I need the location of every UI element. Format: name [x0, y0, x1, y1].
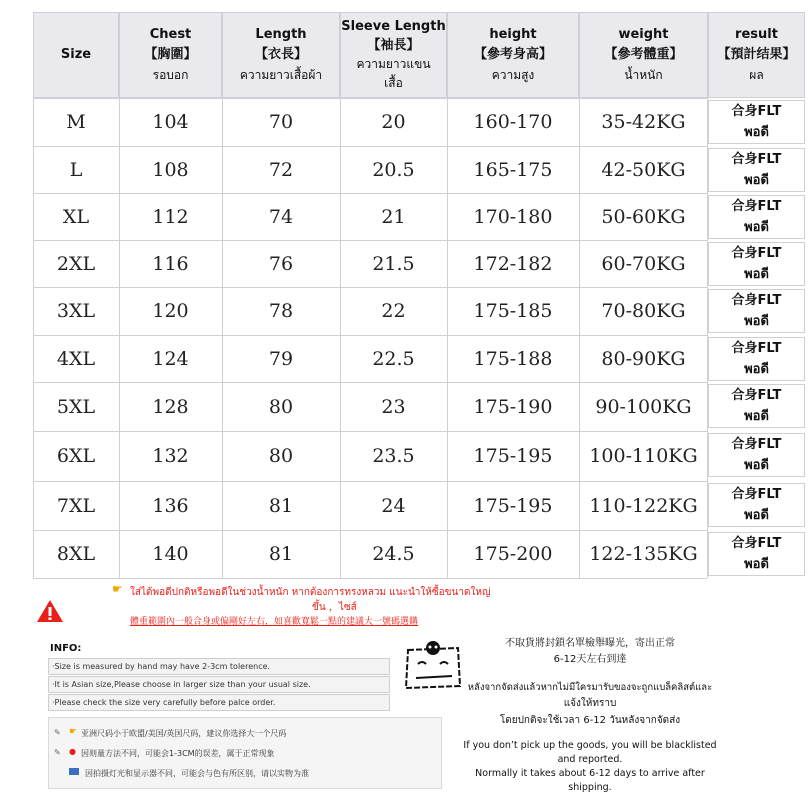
cell-length: 70 [268, 111, 294, 133]
result-badge [708, 195, 805, 239]
header-sleeve-th: ความยาวแขน [356, 57, 431, 71]
header-length-th: ความยาวเสื้อผ้า [239, 68, 323, 82]
cell-size: 5XL [56, 395, 96, 418]
cell-length: 79 [268, 347, 294, 370]
info-line: ·Please check the size very carefully before palce order. [48, 694, 390, 711]
cell-weight: 110-122KG [589, 494, 698, 517]
result-cn: 合身FLT [731, 536, 782, 551]
cell-sleeve: 22.5 [372, 347, 415, 370]
cell-size: L [69, 158, 83, 181]
result-badge [708, 337, 805, 381]
cell-chest: 136 [152, 494, 189, 517]
pointing-hand-icon: ☛ [112, 582, 123, 596]
shipping-cn-line2: 6-12天左右到達 [553, 654, 627, 665]
shipping-th-line2: แจ้งให้ทราบ [563, 698, 617, 709]
warning-icon [36, 599, 64, 623]
cell-sleeve: 21.5 [372, 252, 415, 275]
shipping-th-line1: หลังจากจัดส่งแล้วหากไม่มีใครมารับของจะถูกแบล็คลิสต์และ [467, 682, 713, 693]
cell-weight: 42-50KG [601, 158, 686, 181]
monitor-icon [69, 768, 79, 775]
shipping-en-line3: Normally it takes about 6-12 days to arrive after [475, 768, 705, 779]
result-cn: 合身FLT [731, 199, 782, 214]
cell-sleeve: 23 [381, 395, 406, 418]
result-th: พอดี [744, 458, 769, 473]
header-weight-en: weight [618, 27, 669, 42]
result-badge [708, 384, 805, 428]
header-result-cn: 【預計结果】 [717, 47, 796, 62]
thai-warning-line1: ใส่ได้พอดีปกติหรือพอดีในช่วงน้ำหนัก หากต้องการทรงหลวม แนะนำให้ซื้อขนาดใหญ่ [130, 587, 491, 598]
cell-chest: 128 [152, 395, 189, 418]
cell-sleeve: 20.5 [372, 158, 415, 181]
result-cn: 合身FLT [731, 293, 782, 308]
header-chest-en: Chest [149, 27, 192, 42]
result-badge [708, 483, 805, 527]
result-th: พอดี [744, 508, 769, 523]
result-th: พอดี [744, 173, 769, 188]
cell-weight: 80-90KG [601, 347, 686, 370]
cell-weight: 90-100KG [595, 395, 692, 418]
cell-height: 175-195 [473, 445, 553, 467]
result-cn: 合身FLT [731, 152, 782, 167]
result-th: พอดี [744, 267, 769, 282]
header-result-en: result [735, 27, 778, 42]
cell-chest: 120 [152, 300, 189, 322]
cn-note-line: 因拍摄灯光和显示器不同，可能会与色有所区别，请以实物为准 [85, 769, 309, 778]
pencil-icon: ✎ [54, 728, 61, 737]
cn-warning: 體重範圍內一般合身或偏剛好左右，如喜歡寬鬆一點的建議大一號碼選購 [130, 617, 419, 627]
cell-length: 78 [268, 300, 294, 322]
header-length-en: Length [255, 27, 307, 42]
header-size [33, 12, 119, 98]
cell-chest: 124 [152, 347, 189, 370]
result-th: พอดี [744, 362, 769, 377]
result-cn: 合身FLT [731, 341, 782, 356]
cell-sleeve: 22 [381, 300, 406, 322]
cell-height: 165-175 [473, 158, 553, 181]
header-sleeve-en: Sleeve Length [341, 19, 446, 34]
cn-note-line: 亚洲尺码小于欧盟/美国/英国尺码，建议你选择大一个尺码 [81, 729, 287, 738]
grid-hline [33, 578, 707, 579]
cell-weight: 100-110KG [589, 445, 698, 467]
info-box [48, 643, 398, 711]
header-sleeve-cn: 【袖長】 [367, 38, 420, 53]
cell-height: 170-180 [473, 205, 553, 228]
shipping-en-line4: shipping. [568, 782, 612, 793]
size-chart-table [33, 12, 805, 578]
pencil-icon: ✎ [54, 748, 61, 757]
cell-height: 175-200 [473, 543, 553, 565]
cell-height: 175-195 [473, 494, 553, 517]
header-chest-cn: 【胸圍】 [144, 47, 197, 62]
result-badge [708, 532, 805, 576]
header-chest-th: รอบอก [152, 68, 189, 82]
header-length-cn: 【衣長】 [254, 47, 307, 62]
cell-size: 8XL [56, 543, 96, 565]
cell-height: 175-185 [473, 300, 553, 322]
info-line: ·It is Asian size,Please choose in larger size than your usual size. [48, 676, 390, 693]
header-weight-cn: 【參考體重】 [604, 47, 683, 62]
cell-size: 4XL [56, 347, 96, 370]
result-cn: 合身FLT [731, 104, 782, 119]
cell-length: 80 [268, 445, 294, 467]
cell-size: M [66, 111, 86, 133]
cell-chest: 140 [152, 543, 189, 565]
result-cn: 合身FLT [731, 388, 782, 403]
cell-size: 3XL [56, 300, 96, 322]
cell-weight: 122-135KG [589, 543, 698, 565]
header-result-th: ผล [749, 68, 764, 82]
cell-height: 160-170 [473, 111, 553, 133]
shipping-en-line2: and reported. [557, 754, 623, 765]
shipping-en-line1: If you don’t pick up the goods, you will be blacklisted [463, 740, 717, 751]
result-th: พอดี [744, 125, 769, 140]
hand-icon: ☛ [69, 727, 78, 737]
cell-weight: 50-60KG [601, 205, 686, 228]
info-line: ·Size is measured by hand may have 2-3cm tolerence. [48, 658, 390, 675]
header-height [447, 12, 579, 98]
cell-height: 175-188 [473, 347, 553, 370]
header-weight-th: น้ำหนัก [624, 68, 663, 82]
cell-size: XL [62, 205, 90, 228]
cell-size: 6XL [56, 445, 96, 467]
result-badge [708, 100, 805, 144]
result-cn: 合身FLT [731, 246, 782, 261]
cell-weight: 70-80KG [601, 300, 686, 322]
result-th: พอดี [744, 220, 769, 235]
header-sleeve-th2: เสื้อ [384, 76, 403, 90]
result-badge [708, 433, 805, 477]
pin-icon: ● [69, 747, 76, 756]
cell-sleeve: 23.5 [372, 445, 415, 467]
cell-length: 81 [268, 543, 294, 565]
cell-chest: 116 [152, 252, 189, 275]
cell-weight: 60-70KG [601, 252, 686, 275]
info-title: INFO: [50, 643, 82, 654]
header-chest [119, 12, 222, 98]
result-th: พอดี [744, 314, 769, 329]
shipping-th-line3: โดยปกติจะใช้เวลา 6-12 วันหลังจากจัดส่ง [499, 715, 681, 726]
cell-sleeve: 24 [381, 494, 406, 517]
result-th: พอดี [744, 409, 769, 424]
result-cn: 合身FLT [731, 437, 782, 452]
cell-height: 172-182 [473, 252, 553, 275]
cell-size: 2XL [56, 252, 96, 275]
cn-notes-box [48, 717, 442, 789]
cell-size: 7XL [56, 494, 96, 517]
thai-warning-line2: ขึ้น ，ไซส์ [312, 602, 357, 613]
cell-chest: 108 [152, 158, 189, 181]
result-th: พอดี [744, 557, 769, 572]
cell-length: 74 [268, 205, 294, 228]
cell-sleeve: 20 [381, 111, 406, 133]
cell-sleeve: 21 [381, 205, 406, 228]
result-cn: 合身FLT [731, 487, 782, 502]
header-weight [579, 12, 708, 98]
cell-sleeve: 24.5 [372, 543, 415, 565]
header-size-label: Size [60, 47, 92, 62]
result-badge [708, 148, 805, 192]
cn-note-line: 因则量方法不同，可能会1-3CM的误差，属于正常现象 [81, 749, 275, 758]
cell-weight: 35-42KG [601, 111, 686, 133]
result-badge [708, 242, 805, 286]
header-sleeve [340, 12, 447, 98]
header-height-th: ความสูง [491, 68, 535, 82]
cell-length: 81 [268, 494, 294, 517]
cell-height: 175-190 [473, 395, 553, 418]
header-height-cn: 【參考身高】 [473, 47, 552, 62]
result-badge [708, 289, 805, 333]
cell-length: 80 [268, 395, 294, 418]
header-length [222, 12, 340, 98]
cell-length: 76 [268, 252, 294, 275]
shipping-cn-line1: 不取貨將封鎖名單檢舉曝光，寄出正常 [505, 638, 675, 649]
header-height-en: height [489, 27, 537, 42]
cell-chest: 112 [152, 205, 189, 228]
cell-chest: 104 [152, 111, 189, 133]
cell-length: 72 [268, 158, 294, 181]
cell-chest: 132 [152, 445, 189, 467]
header-result [708, 12, 805, 98]
